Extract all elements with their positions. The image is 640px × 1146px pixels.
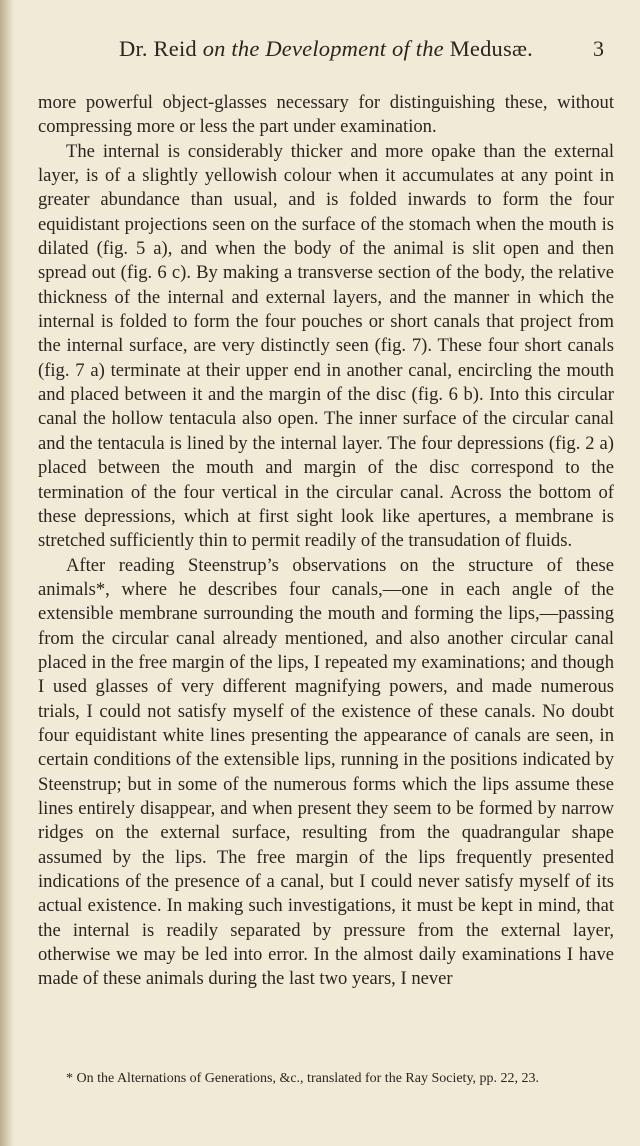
paragraph-2: The internal is considerably thicker and more opake than the external layer, is of a slightly yellowish colour when it accumulates at any point in greater abundance than usual, and is folded inwards to form the four equidistant projections seen on the surface of the stomach when the mouth is dilated (fig. 5 a), and when the body of the animal is slit open and then spread out (fig. 6 c). By making a transverse section of the body, the relative thickness of the internal and external layers, and the manner in which the internal is folded to form the four pouches or short canals that project from the internal surface, are very distinctly seen (fig. 7). These four short canals (fig. 7 a) terminate at their upper end in another canal, encircling the mouth and placed between it and the margin of the disc (fig. 6 b). Into this circular canal the hollow tentacula also open. The inner surface of the circular canal and the tentacula is lined by the internal layer. The four depressions (fig. 2 a) placed between the mouth and margin of the disc correspond to the termination of the four vertical in the circular canal. Across the bottom of these depressions, which at first sight look like apertures, a membrane is stretched sufficiently thin to permit readily of the transudation of fluids. [38,140,614,552]
page-number: 3 [593,36,604,61]
paragraph-3: After reading Steenstrup’s observations on the structure of these animals*, where he describes four canals,—one in each angle of the extensible membrane surrounding the mouth and forming the lips,—passing from the circular canal already mentioned, and also another circular canal placed in the free margin of the lips, I repeated my examinations; and though I used glasses of very different magnifying powers, and made numerous trials, I could not satisfy myself of the existence of these canals. No doubt four equidistant white lines presenting the appearance of canals are seen, in certain conditions of the extensible lips, running in the positions indicated by Steenstrup; but in some of the numerous forms which the lips assume these lines entirely disappear, and when present they seem to be formed by narrow ridges on the external surface, resulting from the quadrangular shape assumed by the lips. The free margin of the lips frequently presented indications of the presence of a canal, but I could never satisfy myself of its actual existence. In making such investigations, it must be kept in mind, that the internal is readily separated by pressure from the external layer, otherwise we may be led into error. In the almost daily examinations I have made of these animals during the last two years, I never [38,554,614,990]
header-subject: Medusæ. [449,36,533,61]
running-title [26,36,626,62]
footnote [38,1069,594,1088]
header-title-italic: on the Development of the [202,36,444,61]
footnote-text: * On the Alternations of Generations, &c., translated for the Ray Society, pp. 22, 23. [66,1071,540,1086]
header-author: Dr. Reid [119,36,197,61]
page-binding-shadow [0,0,14,1146]
body-text [38,91,614,992]
book-page [26,0,626,1146]
page-header [26,36,626,72]
paragraph-1: more powerful object-glasses necessary for distinguishing these, without compressing more or less the part under examination. [38,92,614,138]
